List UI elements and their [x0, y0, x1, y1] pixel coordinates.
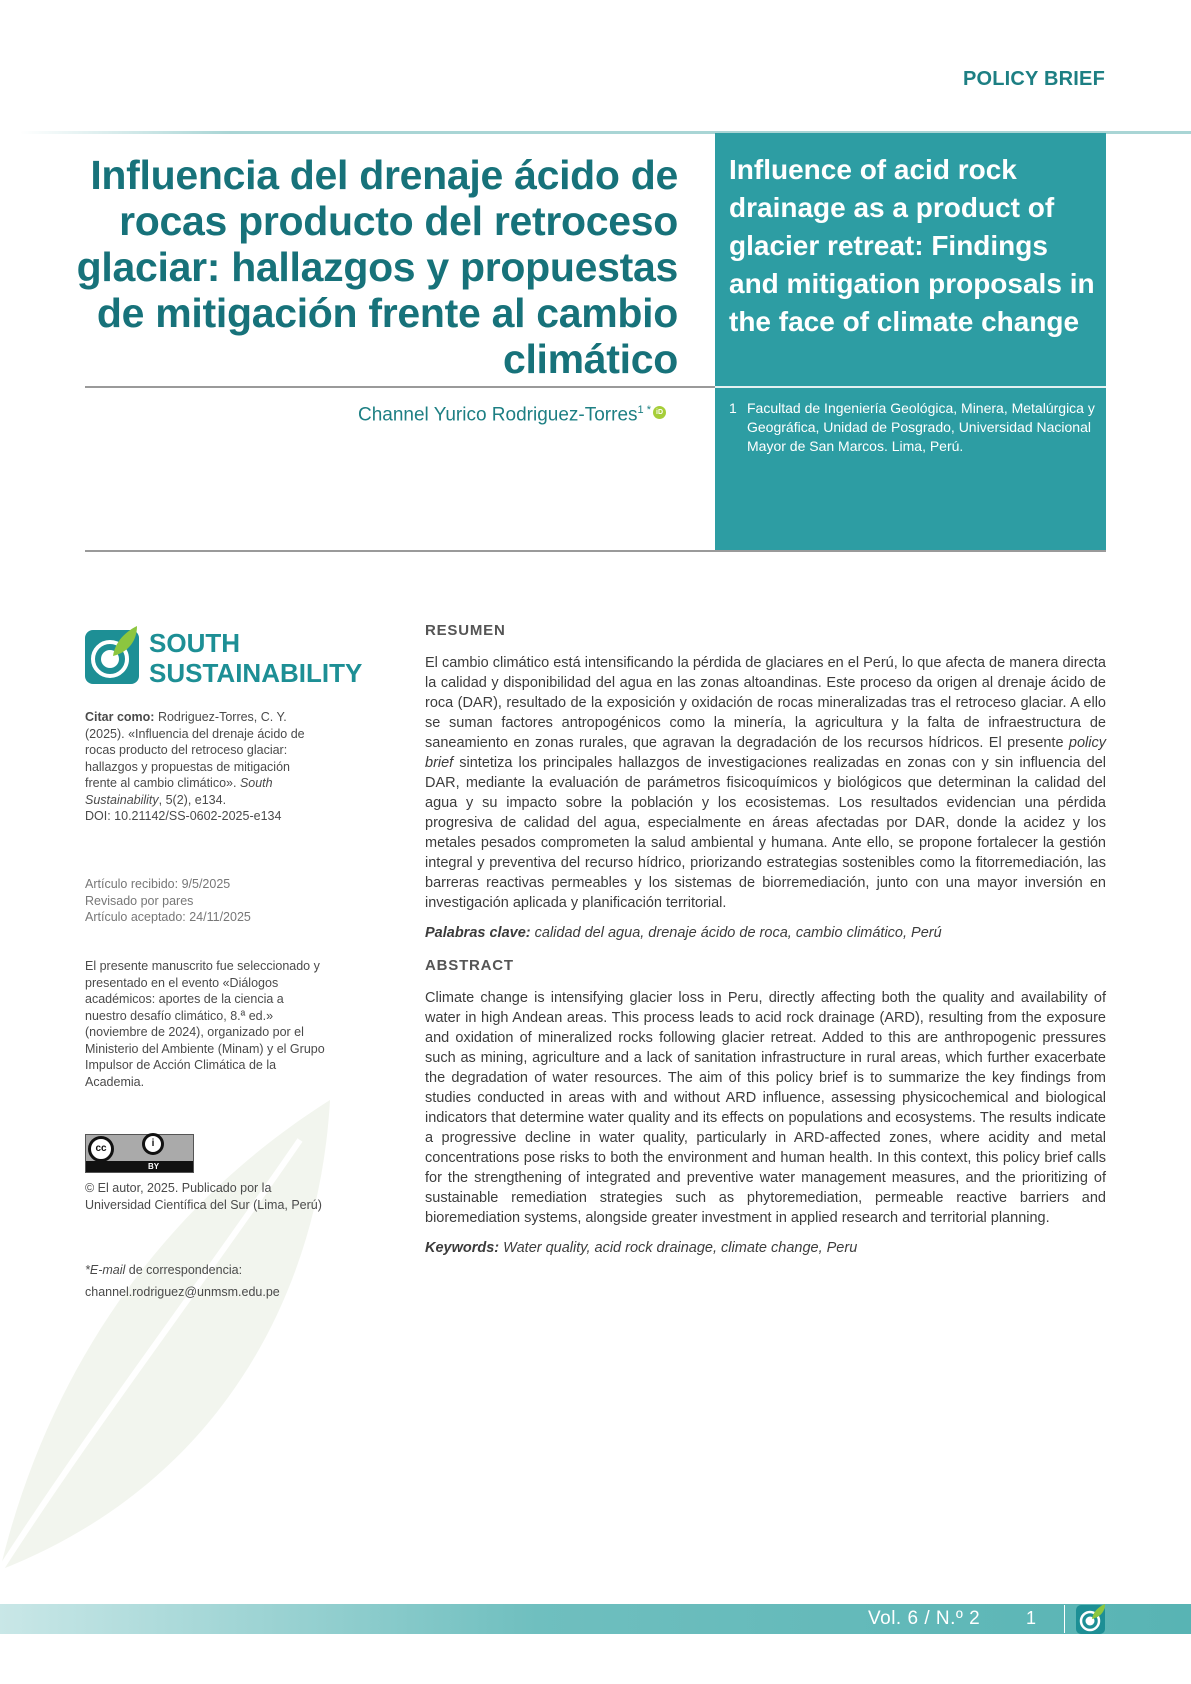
- document-type-label: POLICY BRIEF: [962, 68, 1105, 90]
- manuscript-note: El presente manuscrito fue seleccionado y presentado en el evento «Diálogos académicos: aportes de la ciencia a nuestro desafío climático, 8.ª ed.» (noviembre de 2024), organizado por el Ministerio del Ambiente (Minam) y el Grupo Impulsor de Acción Climática de la Academia.: [85, 959, 325, 1089]
- attribution-icon: i: [142, 1133, 164, 1155]
- date-received: Artículo recibido: 9/5/2025: [85, 877, 231, 891]
- english-title-panel: [715, 133, 1106, 551]
- footer-separator: [1064, 1605, 1065, 1633]
- citation-doi[interactable]: DOI: 10.21142/SS-0602-2025-e134: [85, 809, 282, 823]
- citation-label: Citar como:: [85, 710, 155, 724]
- title-divider: [85, 386, 716, 388]
- author-name[interactable]: Channel Yurico Rodriguez-Torres: [358, 404, 638, 426]
- keywords-label: Keywords:: [425, 1240, 500, 1256]
- panel-divider: [715, 386, 1106, 388]
- page-number: 1: [1026, 1608, 1037, 1628]
- affiliation-text: Facultad de Ingeniería Geológica, Minera, Metalúrgica y Geográfica, Unidad de Posgrado, Universidad Nacional Mayor de San Marcos. Lima, Perú.: [747, 400, 1095, 454]
- footer-journal-logo-icon: [1076, 1604, 1106, 1634]
- palabras-clave: [425, 923, 1106, 943]
- resumen-text-part1: El cambio climático está intensificando la pérdida de glaciares en el Perú, lo que afecta de manera directa la calidad y disponibilidad del agua en las zonas altoandinas. Este proceso da origen al drenaje ácido de roca (DAR), resultado de la exposición y oxidación de rocas mineralizadas tras el retroceso glaciar. A ello se suman factores antropogénicos como la minería, la agricultura y la falta de infraestructura de saneamiento en zonas rurales, que agravan la degradación de los recursos hídricos. El presente: [425, 655, 1106, 751]
- copyright-notice: © El autor, 2025. Publicado por la Universidad Científica del Sur (Lima, Perú): [85, 1181, 322, 1212]
- author-line: [300, 404, 666, 426]
- author-superscript: 1 *: [637, 404, 651, 416]
- abstract-section: [425, 957, 1106, 1258]
- header-bottom-divider: [85, 550, 1106, 552]
- license-bar: [86, 1161, 193, 1172]
- abstract-heading: ABSTRACT: [425, 957, 514, 974]
- journal-name-line2: SUSTAINABILITY: [149, 658, 363, 688]
- orcid-icon[interactable]: iD: [653, 406, 666, 419]
- correspondence: [85, 1262, 325, 1300]
- journal-logo-icon: [85, 626, 139, 684]
- article-dates: [85, 876, 325, 926]
- english-title: Influence of acid rock drainage as a product of glacier retreat: Findings and mitigation proposals in the face of climate change: [729, 154, 1095, 337]
- affiliation: [729, 399, 1095, 456]
- keywords-text: Water quality, acid rock drainage, climate change, Peru: [503, 1240, 858, 1256]
- correspondence-label: de correspondencia:: [125, 1263, 243, 1277]
- license-by-text: BY: [148, 1162, 160, 1171]
- correspondence-email[interactable]: channel.rodriguez@unmsm.edu.pe: [85, 1284, 280, 1299]
- date-accepted: Artículo aceptado: 24/11/2025: [85, 910, 251, 924]
- cc-icon: cc: [88, 1136, 114, 1162]
- email-label: *E-mail: [85, 1263, 126, 1277]
- journal-logo[interactable]: [85, 626, 362, 688]
- citation-text: Rodriguez-Torres, C. Y. (2025). «Influencia del drenaje ácido de rocas producto del retroceso glaciar: hallazgos y propuestas de mitigación frente al cambio climático».: [85, 710, 305, 790]
- abstract-paragraph: Climate change is intensifying glacier loss in Peru, directly affecting both the quality and availability of water in high Andean areas. This process leads to acid rock drainage (ARD), resulting from the exposure and oxidation of mineralized rocks following glacier retreat. Added to this are anthropogenic pressures such as mining, agriculture and a lack of sanitation infrastructure in rural areas, which further exacerbate the degradation of water resources. The aim of this policy brief is to summarize the key findings from studies conducted in areas with and without ARD influence, assessing physicochemical and biological indicators that determine water quality and its effects on populations and ecosystems. The results indicate a progressive decline in water quality, particularly in ARD-affected zones, where acidity and metal concentrations pose risks to both the environment and human health. In this context, this policy brief calls for the strengthening of integrated and preventive water management measures, and the prioritizing of sustainable remediation strategies such as phytoremediation, permeable reactive barriers and bioremediation systems, alongside greater investment in applied research and territorial planning.: [425, 990, 1106, 1226]
- citation-block: [85, 709, 325, 825]
- citation-journal: South Sustainability: [85, 776, 273, 807]
- cc-by-license-badge[interactable]: [85, 1134, 194, 1173]
- resumen-heading: RESUMEN: [425, 622, 506, 639]
- palabras-clave-text: calidad del agua, drenaje ácido de roca, cambio climático, Perú: [534, 925, 942, 941]
- spanish-title: Influencia del drenaje ácido de rocas producto del retroceso glaciar: hallazgos y propuestas de mitigación frente al cambio climático: [76, 152, 678, 382]
- affiliation-number: 1: [729, 400, 737, 416]
- resumen-paragraph: [425, 653, 1106, 913]
- resumen-italic-term: policy brief: [425, 735, 1106, 771]
- citation-volume: , 5(2), e134.: [158, 792, 227, 807]
- palabras-clave-label: Palabras clave:: [425, 925, 531, 941]
- footer-band: [0, 1604, 1191, 1634]
- keywords: [425, 1238, 1106, 1258]
- resumen-text-part2: sintetiza los principales hallazgos de investigaciones realizadas en zonas con y sin influencia del DAR, mediante la evaluación de parámetros fisicoquímicos y biológicos que determinan la calidad del agua y su impacto sobre la población y los ecosistemas. Los resultados evidencian una pérdida progresiva de calidad del agua, especialmente en áreas afectadas por DAR, donde la acidez y los metales pesados comprometen la salud ambiental y humana. Ante ello, se propone fortalecer la gestión integral y preventiva del recurso hídrico, priorizando estrategias sostenibles como la fitorremediación, las barreras reactivas permeables y los sistemas de biorremediación, junto con una mayor inversión en investigación aplicada y planificación territorial.: [425, 755, 1106, 911]
- date-reviewed: Revisado por pares: [85, 893, 194, 908]
- resumen-section: [425, 622, 1106, 943]
- journal-name-line1: SOUTH: [149, 628, 240, 658]
- footer-volume: Vol. 6 / N.º 2: [868, 1608, 981, 1629]
